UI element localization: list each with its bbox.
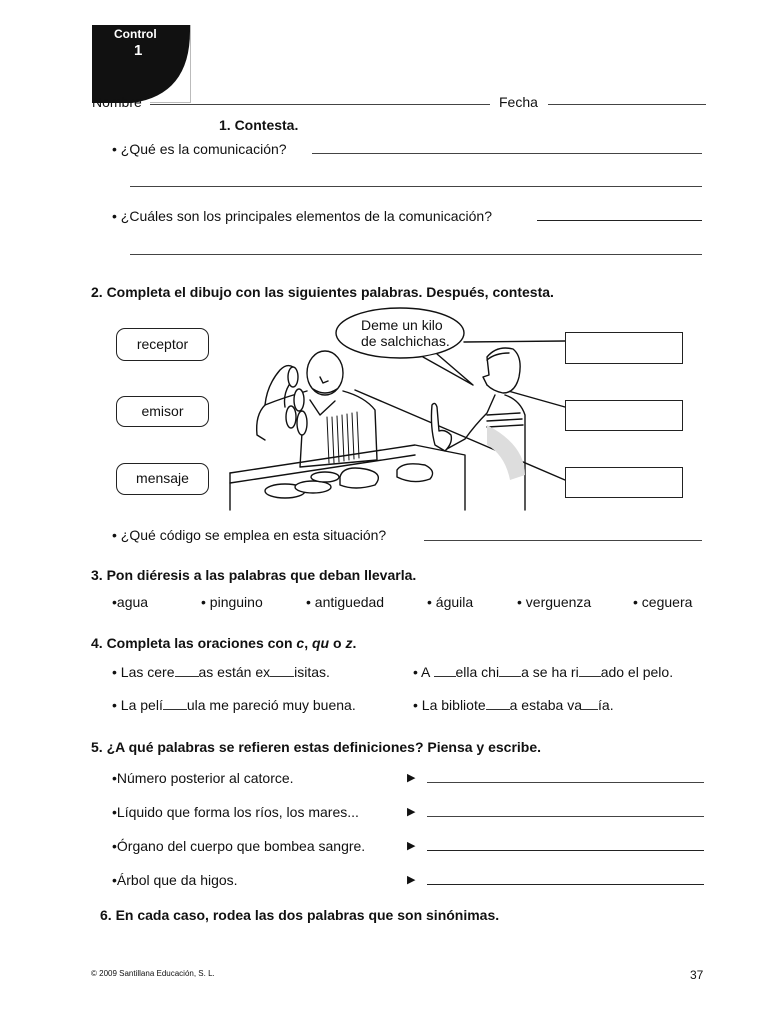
bullet: •	[112, 141, 121, 157]
s1-q1-text: ¿Qué es la comunicación?	[120, 141, 287, 157]
blank-field[interactable]	[486, 696, 510, 710]
arrow-icon: ▶	[407, 874, 416, 886]
s5-def-4: •Árbol que da higos.	[112, 872, 238, 888]
s3-word-2: • pinguino	[201, 594, 263, 610]
s5-answer-line-1[interactable]	[427, 782, 704, 783]
section-1-title: 1. Contesta.	[219, 117, 299, 133]
s5-def-3: •Órgano del cuerpo que bombea sangre.	[112, 838, 366, 854]
answer-box-2[interactable]	[565, 400, 683, 431]
fecha-field[interactable]	[548, 104, 706, 105]
blank-field[interactable]	[582, 696, 598, 710]
arrow-icon: ▶	[407, 772, 416, 784]
section-2-title: 2. Completa el dibujo con las siguientes palabras. Después, contesta.	[91, 284, 554, 300]
word-box-receptor: receptor	[116, 328, 209, 361]
section-3-title: 3. Pon diéresis a las palabras que deban llevarla.	[91, 567, 417, 583]
s2-answer-line[interactable]	[424, 540, 702, 541]
arrow-icon: ▶	[407, 806, 416, 818]
speech-line-2: de salchichas.	[361, 333, 450, 349]
s1-q2-answer-line[interactable]	[537, 220, 702, 221]
bullet: •	[112, 208, 121, 224]
s5-answer-line-2[interactable]	[427, 816, 704, 817]
blank-field[interactable]	[270, 663, 294, 677]
s5-def-1: •Número posterior al catorce.	[112, 770, 294, 786]
s3-word-4: • águila	[427, 594, 474, 610]
s1-q2-answer-line-2[interactable]	[130, 254, 702, 255]
nombre-field[interactable]	[150, 104, 490, 105]
s5-answer-line-4[interactable]	[427, 884, 704, 885]
s1-q2	[112, 208, 492, 224]
section-4-title: 4. Completa las oraciones con c, qu o z.	[91, 635, 357, 651]
s3-word-6: • ceguera	[633, 594, 693, 610]
s3-word-1: •agua	[112, 594, 149, 610]
s3-word-5: • verguenza	[517, 594, 592, 610]
s1-q2-text: ¿Cuáles son los principales elementos de la comunicación?	[120, 208, 492, 224]
s1-q1-answer-line[interactable]	[312, 153, 702, 154]
control-badge	[92, 25, 190, 103]
speech-line-1: Deme un kilo	[361, 317, 443, 333]
s2-question-text: ¿Qué código se emplea en esta situación?	[120, 527, 387, 543]
badge-bottom-line	[150, 102, 190, 103]
s4-sentence-4: • La bibliote a estaba va ía.	[413, 697, 614, 713]
section-5-title: 5. ¿A qué palabras se refieren estas definiciones? Piensa y escribe.	[91, 739, 542, 755]
answer-box-1[interactable]	[565, 332, 683, 364]
arrow-icon: ▶	[407, 840, 416, 852]
bullet: •	[112, 527, 121, 543]
blank-field[interactable]	[499, 663, 521, 677]
blank-field[interactable]	[434, 663, 456, 677]
word-box-emisor: emisor	[116, 396, 209, 427]
page-number: 37	[690, 968, 704, 982]
s5-answer-line-3[interactable]	[427, 850, 704, 851]
s2-question	[112, 527, 386, 543]
s4-sentence-2: • A ella chi a se ha ri ado el pelo.	[413, 664, 674, 680]
word-box-mensaje: mensaje	[116, 463, 209, 495]
blank-field[interactable]	[579, 663, 601, 677]
s4-sentence-3: • La pelí ula me pareció muy buena.	[112, 697, 356, 713]
blank-field[interactable]	[175, 663, 199, 677]
s4-sentence-1: • Las cere as están ex isitas.	[112, 664, 330, 680]
s1-q1	[112, 141, 287, 157]
control-number: 1	[134, 42, 143, 59]
copyright: © 2009 Santillana Educación, S. L.	[91, 969, 215, 978]
s1-q1-answer-line-2[interactable]	[130, 186, 702, 187]
answer-box-3[interactable]	[565, 467, 683, 498]
control-label: Control	[114, 27, 157, 41]
badge-frame-line	[190, 25, 191, 103]
s3-word-3: • antiguedad	[306, 594, 385, 610]
fecha-label: Fecha	[499, 94, 538, 110]
section-6-title: 6. En cada caso, rodea las dos palabras que son sinónimas.	[100, 907, 500, 923]
blank-field[interactable]	[163, 696, 187, 710]
nombre-label: Nombre	[92, 94, 142, 110]
s5-def-2: •Líquido que forma los ríos, los mares...	[112, 804, 359, 820]
